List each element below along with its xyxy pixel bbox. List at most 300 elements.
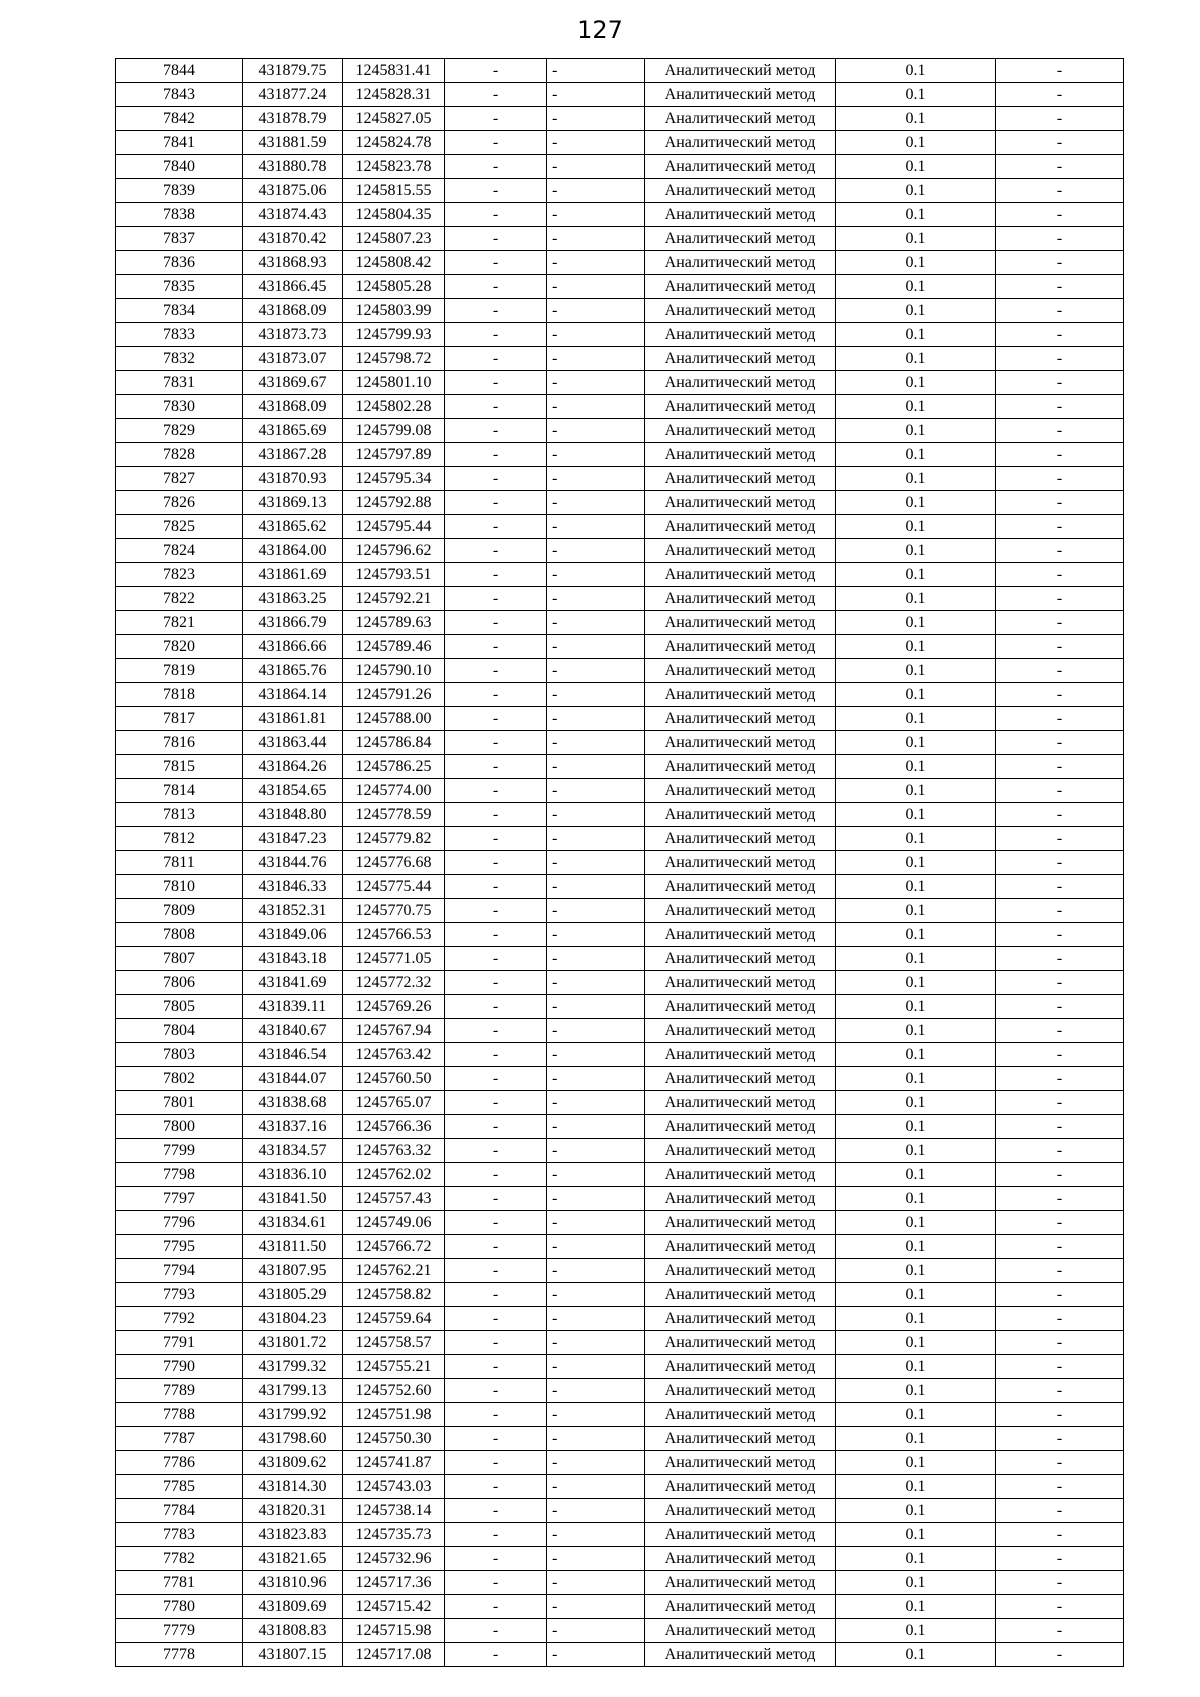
table-row	[116, 899, 1124, 923]
method-cell: Аналитический метод	[645, 779, 836, 803]
dash-cell: -	[445, 587, 547, 611]
dash-cell: -	[547, 107, 645, 131]
dash-cell: -	[445, 107, 547, 131]
point-number-cell: 7815	[116, 755, 243, 779]
point-number-cell: 7797	[116, 1187, 243, 1211]
point-number-cell: 7827	[116, 467, 243, 491]
x-coordinate-cell: 431865.69	[243, 419, 343, 443]
accuracy-cell: 0.1	[836, 1091, 996, 1115]
method-cell: Аналитический метод	[645, 1307, 836, 1331]
dash-cell: -	[547, 491, 645, 515]
dash-cell: -	[996, 275, 1124, 299]
table-row	[116, 155, 1124, 179]
method-cell: Аналитический метод	[645, 1499, 836, 1523]
table-row	[116, 539, 1124, 563]
y-coordinate-cell: 1245815.55	[343, 179, 445, 203]
y-coordinate-cell: 1245801.10	[343, 371, 445, 395]
point-number-cell: 7789	[116, 1379, 243, 1403]
accuracy-cell: 0.1	[836, 971, 996, 995]
dash-cell: -	[547, 803, 645, 827]
table-row	[116, 683, 1124, 707]
dash-cell: -	[445, 611, 547, 635]
point-number-cell: 7824	[116, 539, 243, 563]
x-coordinate-cell: 431809.69	[243, 1595, 343, 1619]
y-coordinate-cell: 1245752.60	[343, 1379, 445, 1403]
accuracy-cell: 0.1	[836, 539, 996, 563]
method-cell: Аналитический метод	[645, 1451, 836, 1475]
dash-cell: -	[547, 1451, 645, 1475]
point-number-cell: 7823	[116, 563, 243, 587]
table-row	[116, 323, 1124, 347]
point-number-cell: 7794	[116, 1259, 243, 1283]
x-coordinate-cell: 431837.16	[243, 1115, 343, 1139]
dash-cell: -	[547, 1499, 645, 1523]
table-row	[116, 923, 1124, 947]
table-row	[116, 611, 1124, 635]
method-cell: Аналитический метод	[645, 59, 836, 83]
dash-cell: -	[547, 1139, 645, 1163]
accuracy-cell: 0.1	[836, 1427, 996, 1451]
x-coordinate-cell: 431870.93	[243, 467, 343, 491]
dash-cell: -	[445, 347, 547, 371]
y-coordinate-cell: 1245715.98	[343, 1619, 445, 1643]
dash-cell: -	[445, 1019, 547, 1043]
x-coordinate-cell: 431866.79	[243, 611, 343, 635]
point-number-cell: 7790	[116, 1355, 243, 1379]
y-coordinate-cell: 1245790.10	[343, 659, 445, 683]
dash-cell: -	[445, 707, 547, 731]
y-coordinate-cell: 1245796.62	[343, 539, 445, 563]
table-row	[116, 275, 1124, 299]
y-coordinate-cell: 1245807.23	[343, 227, 445, 251]
accuracy-cell: 0.1	[836, 707, 996, 731]
y-coordinate-cell: 1245758.82	[343, 1283, 445, 1307]
method-cell: Аналитический метод	[645, 1139, 836, 1163]
point-number-cell: 7813	[116, 803, 243, 827]
dash-cell: -	[547, 251, 645, 275]
dash-cell: -	[996, 419, 1124, 443]
dash-cell: -	[547, 515, 645, 539]
dash-cell: -	[547, 1379, 645, 1403]
y-coordinate-cell: 1245827.05	[343, 107, 445, 131]
dash-cell: -	[547, 683, 645, 707]
dash-cell: -	[547, 779, 645, 803]
accuracy-cell: 0.1	[836, 83, 996, 107]
accuracy-cell: 0.1	[836, 251, 996, 275]
dash-cell: -	[445, 803, 547, 827]
method-cell: Аналитический метод	[645, 563, 836, 587]
table-row	[116, 1115, 1124, 1139]
point-number-cell: 7837	[116, 227, 243, 251]
dash-cell: -	[445, 899, 547, 923]
method-cell: Аналитический метод	[645, 179, 836, 203]
dash-cell: -	[445, 491, 547, 515]
dash-cell: -	[547, 875, 645, 899]
dash-cell: -	[547, 731, 645, 755]
dash-cell: -	[996, 995, 1124, 1019]
table-row	[116, 491, 1124, 515]
dash-cell: -	[445, 659, 547, 683]
accuracy-cell: 0.1	[836, 1523, 996, 1547]
method-cell: Аналитический метод	[645, 851, 836, 875]
x-coordinate-cell: 431798.60	[243, 1427, 343, 1451]
point-number-cell: 7795	[116, 1235, 243, 1259]
dash-cell: -	[996, 1139, 1124, 1163]
dash-cell: -	[445, 203, 547, 227]
table-row	[116, 635, 1124, 659]
method-cell: Аналитический метод	[645, 1571, 836, 1595]
point-number-cell: 7782	[116, 1547, 243, 1571]
dash-cell: -	[445, 1619, 547, 1643]
dash-cell: -	[996, 1331, 1124, 1355]
y-coordinate-cell: 1245789.63	[343, 611, 445, 635]
table-row	[116, 779, 1124, 803]
dash-cell: -	[996, 491, 1124, 515]
y-coordinate-cell: 1245799.08	[343, 419, 445, 443]
dash-cell: -	[445, 1211, 547, 1235]
x-coordinate-cell: 431870.42	[243, 227, 343, 251]
dash-cell: -	[547, 611, 645, 635]
dash-cell: -	[547, 371, 645, 395]
accuracy-cell: 0.1	[836, 1451, 996, 1475]
y-coordinate-cell: 1245803.99	[343, 299, 445, 323]
x-coordinate-cell: 431849.06	[243, 923, 343, 947]
dash-cell: -	[996, 827, 1124, 851]
dash-cell: -	[547, 299, 645, 323]
x-coordinate-cell: 431866.45	[243, 275, 343, 299]
accuracy-cell: 0.1	[836, 779, 996, 803]
point-number-cell: 7836	[116, 251, 243, 275]
accuracy-cell: 0.1	[836, 419, 996, 443]
point-number-cell: 7844	[116, 59, 243, 83]
method-cell: Аналитический метод	[645, 1211, 836, 1235]
dash-cell: -	[445, 1475, 547, 1499]
method-cell: Аналитический метод	[645, 395, 836, 419]
method-cell: Аналитический метод	[645, 1355, 836, 1379]
dash-cell: -	[445, 1235, 547, 1259]
accuracy-cell: 0.1	[836, 1403, 996, 1427]
method-cell: Аналитический метод	[645, 347, 836, 371]
accuracy-cell: 0.1	[836, 827, 996, 851]
table-row	[116, 1211, 1124, 1235]
x-coordinate-cell: 431846.54	[243, 1043, 343, 1067]
dash-cell: -	[547, 1547, 645, 1571]
dash-cell: -	[996, 1259, 1124, 1283]
dash-cell: -	[547, 899, 645, 923]
y-coordinate-cell: 1245763.32	[343, 1139, 445, 1163]
accuracy-cell: 0.1	[836, 587, 996, 611]
table-row	[116, 227, 1124, 251]
table-row	[116, 1163, 1124, 1187]
dash-cell: -	[996, 131, 1124, 155]
table-row	[116, 299, 1124, 323]
dash-cell: -	[547, 1187, 645, 1211]
dash-cell: -	[445, 395, 547, 419]
method-cell: Аналитический метод	[645, 83, 836, 107]
dash-cell: -	[445, 179, 547, 203]
dash-cell: -	[996, 635, 1124, 659]
y-coordinate-cell: 1245808.42	[343, 251, 445, 275]
y-coordinate-cell: 1245828.31	[343, 83, 445, 107]
point-number-cell: 7816	[116, 731, 243, 755]
dash-cell: -	[445, 83, 547, 107]
dash-cell: -	[445, 251, 547, 275]
point-number-cell: 7820	[116, 635, 243, 659]
accuracy-cell: 0.1	[836, 275, 996, 299]
x-coordinate-cell: 431869.13	[243, 491, 343, 515]
dash-cell: -	[445, 1091, 547, 1115]
method-cell: Аналитический метод	[645, 539, 836, 563]
table-row	[116, 1619, 1124, 1643]
dash-cell: -	[445, 1355, 547, 1379]
dash-cell: -	[996, 851, 1124, 875]
method-cell: Аналитический метод	[645, 299, 836, 323]
method-cell: Аналитический метод	[645, 1283, 836, 1307]
dash-cell: -	[547, 827, 645, 851]
x-coordinate-cell: 431864.26	[243, 755, 343, 779]
dash-cell: -	[445, 1067, 547, 1091]
point-number-cell: 7833	[116, 323, 243, 347]
dash-cell: -	[445, 995, 547, 1019]
method-cell: Аналитический метод	[645, 803, 836, 827]
dash-cell: -	[445, 59, 547, 83]
table-row	[116, 1571, 1124, 1595]
accuracy-cell: 0.1	[836, 923, 996, 947]
point-number-cell: 7807	[116, 947, 243, 971]
dash-cell: -	[547, 1403, 645, 1427]
dash-cell: -	[996, 875, 1124, 899]
point-number-cell: 7787	[116, 1427, 243, 1451]
accuracy-cell: 0.1	[836, 1115, 996, 1139]
point-number-cell: 7806	[116, 971, 243, 995]
dash-cell: -	[445, 155, 547, 179]
table-row	[116, 1091, 1124, 1115]
point-number-cell: 7793	[116, 1283, 243, 1307]
method-cell: Аналитический метод	[645, 251, 836, 275]
accuracy-cell: 0.1	[836, 1571, 996, 1595]
point-number-cell: 7810	[116, 875, 243, 899]
dash-cell: -	[996, 971, 1124, 995]
point-number-cell: 7841	[116, 131, 243, 155]
x-coordinate-cell: 431869.67	[243, 371, 343, 395]
accuracy-cell: 0.1	[836, 1043, 996, 1067]
accuracy-cell: 0.1	[836, 1163, 996, 1187]
x-coordinate-cell: 431844.07	[243, 1067, 343, 1091]
dash-cell: -	[445, 1547, 547, 1571]
table-row	[116, 1187, 1124, 1211]
point-number-cell: 7829	[116, 419, 243, 443]
accuracy-cell: 0.1	[836, 323, 996, 347]
y-coordinate-cell: 1245741.87	[343, 1451, 445, 1475]
dash-cell: -	[547, 1163, 645, 1187]
method-cell: Аналитический метод	[645, 995, 836, 1019]
y-coordinate-cell: 1245798.72	[343, 347, 445, 371]
table-row	[116, 395, 1124, 419]
table-row	[116, 203, 1124, 227]
accuracy-cell: 0.1	[836, 659, 996, 683]
coordinates-table	[115, 58, 1124, 1667]
dash-cell: -	[445, 131, 547, 155]
x-coordinate-cell: 431852.31	[243, 899, 343, 923]
dash-cell: -	[445, 1139, 547, 1163]
accuracy-cell: 0.1	[836, 1643, 996, 1667]
dash-cell: -	[996, 923, 1124, 947]
point-number-cell: 7840	[116, 155, 243, 179]
dash-cell: -	[996, 1547, 1124, 1571]
dash-cell: -	[996, 227, 1124, 251]
dash-cell: -	[996, 1043, 1124, 1067]
dash-cell: -	[547, 635, 645, 659]
x-coordinate-cell: 431867.28	[243, 443, 343, 467]
y-coordinate-cell: 1245762.02	[343, 1163, 445, 1187]
dash-cell: -	[547, 587, 645, 611]
accuracy-cell: 0.1	[836, 131, 996, 155]
y-coordinate-cell: 1245766.36	[343, 1115, 445, 1139]
accuracy-cell: 0.1	[836, 1355, 996, 1379]
accuracy-cell: 0.1	[836, 1235, 996, 1259]
dash-cell: -	[445, 827, 547, 851]
point-number-cell: 7808	[116, 923, 243, 947]
dash-cell: -	[996, 1211, 1124, 1235]
y-coordinate-cell: 1245793.51	[343, 563, 445, 587]
dash-cell: -	[445, 1331, 547, 1355]
dash-cell: -	[445, 1523, 547, 1547]
dash-cell: -	[445, 275, 547, 299]
dash-cell: -	[996, 1307, 1124, 1331]
method-cell: Аналитический метод	[645, 1187, 836, 1211]
x-coordinate-cell: 431811.50	[243, 1235, 343, 1259]
y-coordinate-cell: 1245715.42	[343, 1595, 445, 1619]
accuracy-cell: 0.1	[836, 1595, 996, 1619]
y-coordinate-cell: 1245791.26	[343, 683, 445, 707]
point-number-cell: 7803	[116, 1043, 243, 1067]
point-number-cell: 7778	[116, 1643, 243, 1667]
method-cell: Аналитический метод	[645, 1067, 836, 1091]
method-cell: Аналитический метод	[645, 683, 836, 707]
table-row	[116, 707, 1124, 731]
dash-cell: -	[445, 1259, 547, 1283]
dash-cell: -	[547, 1331, 645, 1355]
y-coordinate-cell: 1245717.08	[343, 1643, 445, 1667]
x-coordinate-cell: 431843.18	[243, 947, 343, 971]
table-row	[116, 1523, 1124, 1547]
method-cell: Аналитический метод	[645, 1235, 836, 1259]
dash-cell: -	[996, 1115, 1124, 1139]
dash-cell: -	[996, 347, 1124, 371]
x-coordinate-cell: 431807.15	[243, 1643, 343, 1667]
x-coordinate-cell: 431863.44	[243, 731, 343, 755]
dash-cell: -	[996, 1427, 1124, 1451]
dash-cell: -	[547, 83, 645, 107]
dash-cell: -	[445, 467, 547, 491]
x-coordinate-cell: 431839.11	[243, 995, 343, 1019]
point-number-cell: 7796	[116, 1211, 243, 1235]
table-row	[116, 1067, 1124, 1091]
point-number-cell: 7798	[116, 1163, 243, 1187]
method-cell: Аналитический метод	[645, 1331, 836, 1355]
dash-cell: -	[547, 1283, 645, 1307]
dash-cell: -	[996, 1235, 1124, 1259]
dash-cell: -	[996, 59, 1124, 83]
dash-cell: -	[445, 755, 547, 779]
point-number-cell: 7799	[116, 1139, 243, 1163]
dash-cell: -	[445, 1307, 547, 1331]
y-coordinate-cell: 1245770.75	[343, 899, 445, 923]
dash-cell: -	[547, 971, 645, 995]
point-number-cell: 7818	[116, 683, 243, 707]
method-cell: Аналитический метод	[645, 1259, 836, 1283]
table-row	[116, 1427, 1124, 1451]
dash-cell: -	[445, 443, 547, 467]
accuracy-cell: 0.1	[836, 1331, 996, 1355]
accuracy-cell: 0.1	[836, 995, 996, 1019]
x-coordinate-cell: 431846.33	[243, 875, 343, 899]
table-row	[116, 1355, 1124, 1379]
table-row	[116, 371, 1124, 395]
method-cell: Аналитический метод	[645, 659, 836, 683]
y-coordinate-cell: 1245738.14	[343, 1499, 445, 1523]
x-coordinate-cell: 431820.31	[243, 1499, 343, 1523]
method-cell: Аналитический метод	[645, 587, 836, 611]
dash-cell: -	[445, 299, 547, 323]
method-cell: Аналитический метод	[645, 875, 836, 899]
table-row	[116, 443, 1124, 467]
method-cell: Аналитический метод	[645, 1403, 836, 1427]
accuracy-cell: 0.1	[836, 1259, 996, 1283]
point-number-cell: 7805	[116, 995, 243, 1019]
dash-cell: -	[996, 1379, 1124, 1403]
dash-cell: -	[996, 947, 1124, 971]
point-number-cell: 7809	[116, 899, 243, 923]
x-coordinate-cell: 431865.62	[243, 515, 343, 539]
point-number-cell: 7802	[116, 1067, 243, 1091]
dash-cell: -	[547, 347, 645, 371]
dash-cell: -	[445, 1379, 547, 1403]
dash-cell: -	[445, 1499, 547, 1523]
dash-cell: -	[996, 1355, 1124, 1379]
method-cell: Аналитический метод	[645, 131, 836, 155]
method-cell: Аналитический метод	[645, 227, 836, 251]
point-number-cell: 7800	[116, 1115, 243, 1139]
table-row	[116, 107, 1124, 131]
dash-cell: -	[547, 1475, 645, 1499]
method-cell: Аналитический метод	[645, 323, 836, 347]
dash-cell: -	[547, 1595, 645, 1619]
point-number-cell: 7826	[116, 491, 243, 515]
accuracy-cell: 0.1	[836, 203, 996, 227]
method-cell: Аналитический метод	[645, 899, 836, 923]
method-cell: Аналитический метод	[645, 1091, 836, 1115]
x-coordinate-cell: 431801.72	[243, 1331, 343, 1355]
table-row	[116, 515, 1124, 539]
method-cell: Аналитический метод	[645, 275, 836, 299]
method-cell: Аналитический метод	[645, 443, 836, 467]
accuracy-cell: 0.1	[836, 467, 996, 491]
point-number-cell: 7828	[116, 443, 243, 467]
x-coordinate-cell: 431854.65	[243, 779, 343, 803]
dash-cell: -	[996, 371, 1124, 395]
x-coordinate-cell: 431841.69	[243, 971, 343, 995]
x-coordinate-cell: 431847.23	[243, 827, 343, 851]
x-coordinate-cell: 431873.73	[243, 323, 343, 347]
table-row	[116, 971, 1124, 995]
x-coordinate-cell: 431838.68	[243, 1091, 343, 1115]
table-row	[116, 587, 1124, 611]
dash-cell: -	[996, 443, 1124, 467]
table-row	[116, 1307, 1124, 1331]
dash-cell: -	[996, 1523, 1124, 1547]
accuracy-cell: 0.1	[836, 947, 996, 971]
